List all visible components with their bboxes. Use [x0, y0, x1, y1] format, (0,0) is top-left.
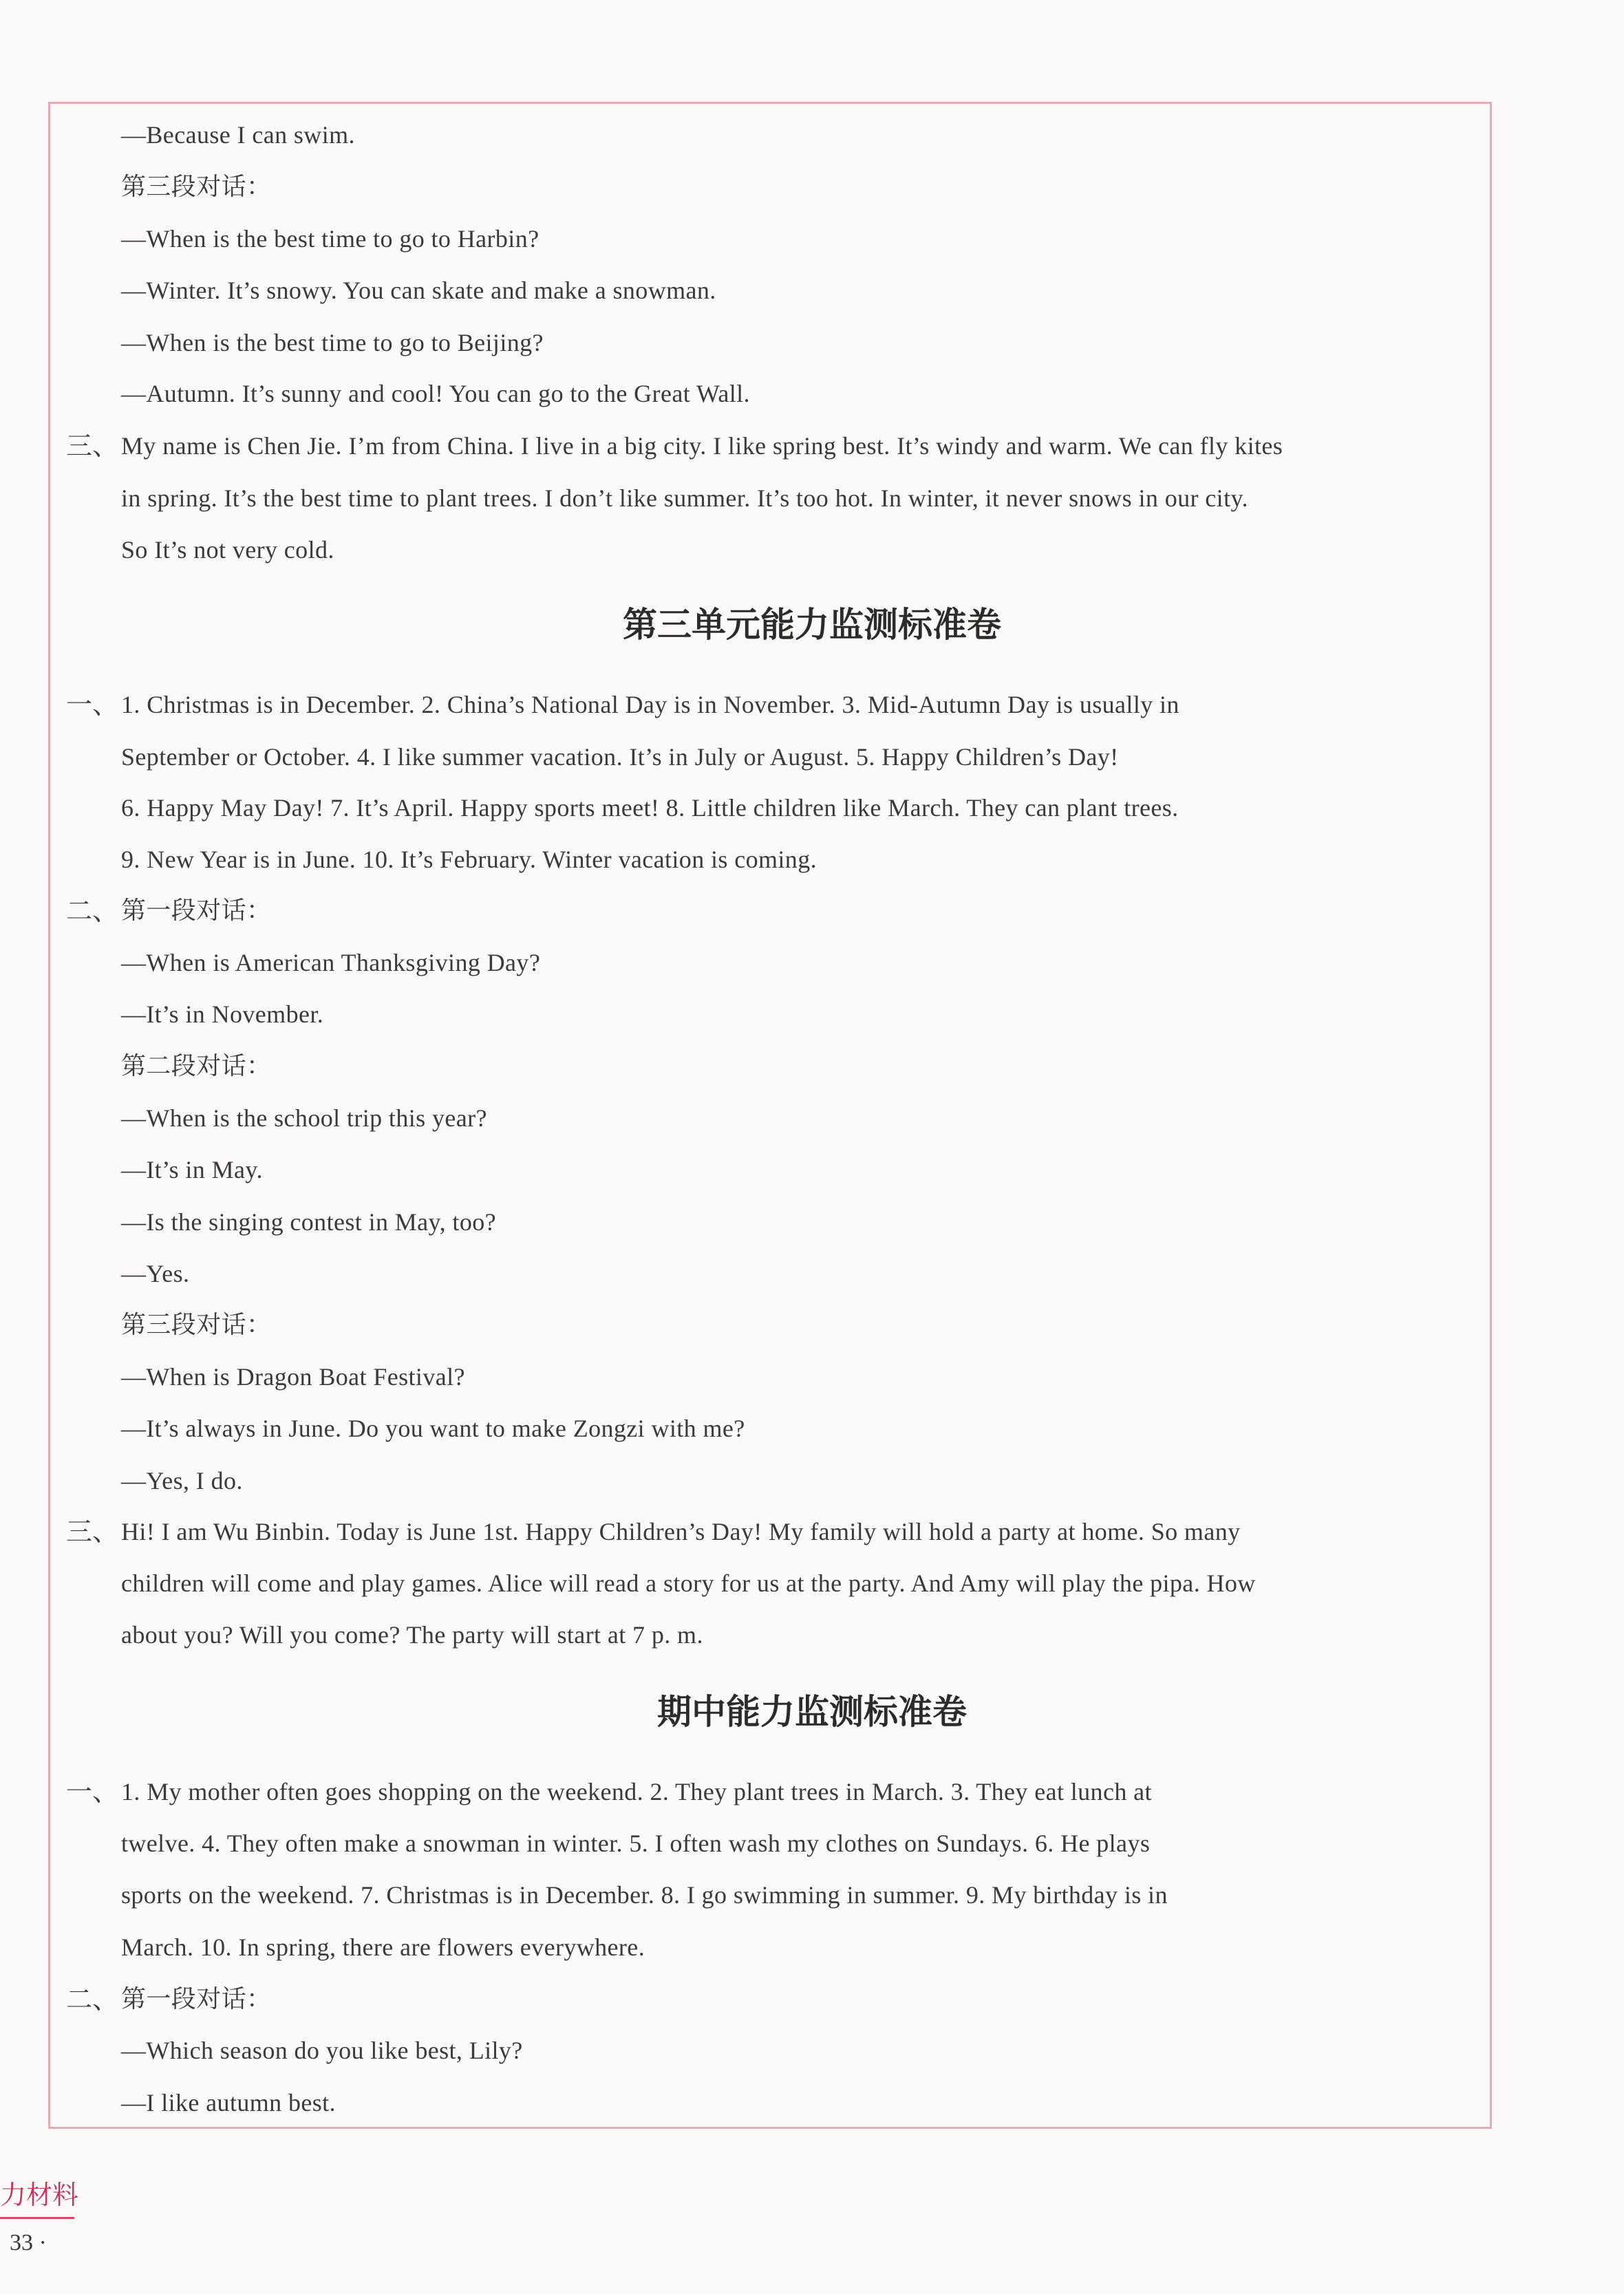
section-marker: 三、	[66, 1516, 119, 1547]
dialogue-label: 第三段对话：	[121, 1311, 272, 1339]
answer-line: September or October. 4. I like summer vacation. It’s in July or August. 5. Happy Children’s Day!	[121, 743, 1119, 771]
answer-line: twelve. 4. They often make a snowman in winter. 5. I often wash my clothes on Sundays. 6. He plays	[121, 1830, 1151, 1857]
answer-line: 1. Christmas is in December. 2. China’s National Day is in November. 3. Mid-Autumn Day is usually in	[121, 691, 1179, 718]
passage-line: in spring. It’s the best time to plant trees. I don’t like summer. It’s too hot. In winter, it never snows in our city.	[121, 484, 1248, 512]
answer-line: 9. New Year is in June. 10. It’s February. Winter vacation is coming.	[121, 846, 817, 873]
passage-line: about you? Will you come? The party will start at 7 p. m.	[121, 1621, 703, 1649]
dialogue-line: —Winter. It’s snowy. You can skate and make a snowman.	[121, 277, 716, 304]
section-marker: 一、	[66, 689, 119, 720]
passage-line: My name is Chen Jie. I’m from China. I live in a big city. I like spring best. It’s windy and warm. We can fly kites	[121, 432, 1283, 460]
dialogue-line: —It’s in May.	[121, 1156, 263, 1183]
dialogue-line: —Is the singing contest in May, too?	[121, 1208, 496, 1236]
dialogue-line: —When is the best time to go to Harbin?	[121, 225, 539, 253]
section-marker: 三、	[66, 431, 119, 461]
passage-line: Hi! I am Wu Binbin. Today is June 1st. Happy Children’s Day! My family will hold a party at home. So many	[121, 1518, 1241, 1545]
section-marker: 一、	[66, 1777, 119, 1807]
dialogue-label: 第三段对话：	[121, 173, 272, 201]
dialogue-line: —When is Dragon Boat Festival?	[121, 1363, 465, 1391]
answer-line: March. 10. In spring, there are flowers everywhere.	[121, 1933, 645, 1961]
passage-line: So It’s not very cold.	[121, 536, 334, 564]
dialogue-label: 第一段对话：	[121, 897, 272, 925]
dialogue-line: —When is the best time to go to Beijing?	[121, 329, 544, 356]
dialogue-line: —Yes, I do.	[121, 1467, 243, 1494]
page-number: 33 ·	[10, 2230, 47, 2255]
section-heading: 第三单元能力监测标准卷	[623, 605, 1001, 645]
section-heading: 期中能力监测标准卷	[657, 1692, 967, 1732]
answer-line: 6. Happy May Day! 7. It’s April. Happy sports meet! 8. Little children like March. They can plant trees.	[121, 794, 1179, 822]
dialogue-line: —Autumn. It’s sunny and cool! You can go to the Great Wall.	[121, 380, 750, 407]
dialogue-line: —When is the school trip this year?	[121, 1104, 487, 1132]
dialogue-line: —Which season do you like best, Lily?	[121, 2037, 523, 2064]
answer-line: sports on the weekend. 7. Christmas is in December. 8. I go swimming in summer. 9. My birthday is in	[121, 1881, 1168, 1909]
answer-line: 1. My mother often goes shopping on the weekend. 2. They plant trees in March. 3. They eat lunch at	[121, 1778, 1152, 1805]
footer-label: 力材料	[0, 2180, 79, 2210]
dialogue-line: —I like autumn best.	[121, 2089, 336, 2116]
dialogue-line: —Because I can swim.	[121, 121, 355, 149]
passage-line: children will come and play games. Alice will read a story for us at the party. And Amy will play the pipa. How	[121, 1569, 1256, 1597]
dialogue-line: —When is American Thanksgiving Day?	[121, 949, 541, 976]
section-marker: 二、	[66, 1984, 119, 2015]
dialogue-line: —Yes.	[121, 1260, 190, 1287]
dialogue-line: —It’s in November.	[121, 1000, 324, 1028]
footer-divider	[0, 2217, 74, 2219]
dialogue-label: 第一段对话：	[121, 1985, 272, 2013]
section-marker: 二、	[66, 896, 119, 926]
dialogue-label: 第二段对话：	[121, 1052, 272, 1080]
dialogue-line: —It’s always in June. Do you want to make Zongzi with me?	[121, 1415, 745, 1442]
